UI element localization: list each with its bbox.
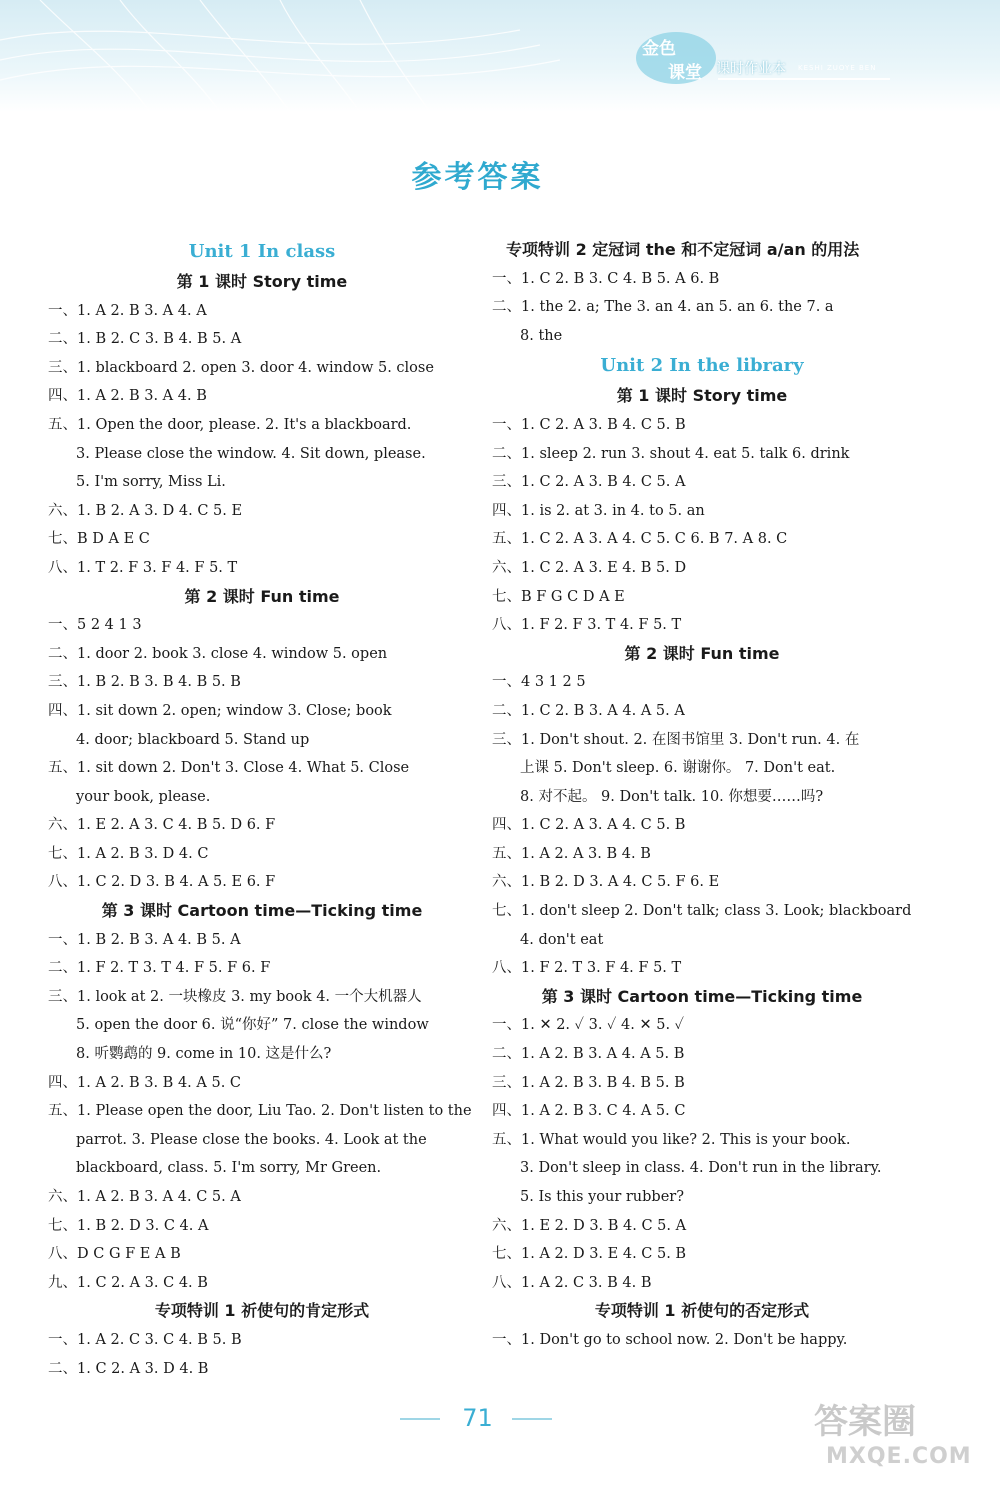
brand-book-name: 课时作业本	[716, 61, 786, 77]
answer-line: 一、1. B 2. B 3. A 4. B 5. A	[48, 931, 241, 948]
unit-heading: Unit 2 In the library	[600, 355, 804, 377]
answer-line: 六、1. B 2. A 3. D 4. C 5. E	[48, 502, 243, 519]
answer-line: 六、1. C 2. A 3. E 4. B 5. D	[492, 559, 687, 576]
answer-line-continued: 3. Please close the window. 4. Sit down, please.	[76, 445, 426, 462]
section-heading: 专项特训 1 祈使句的否定形式	[594, 1301, 810, 1321]
section-heading: 第 2 课时 Fun time	[624, 643, 780, 663]
section-heading: 第 3 课时 Cartoon time—Ticking time	[541, 986, 863, 1006]
answer-line-continued: blackboard, class. 5. I'm sorry, Mr Green.	[76, 1160, 382, 1177]
section-heading: 第 2 课时 Fun time	[184, 586, 340, 606]
answer-line: 五、1. Please open the door, Liu Tao. 2. Don't listen to the	[48, 1103, 472, 1120]
answer-line: 一、1. Don't go to school now. 2. Don't be happy.	[492, 1331, 848, 1348]
answer-line: 八、1. C 2. D 3. B 4. A 5. E 6. F	[48, 874, 276, 891]
header-banner	[0, 0, 1000, 112]
answer-line: 四、1. C 2. A 3. A 4. C 5. B	[492, 817, 686, 834]
brand-underline	[718, 78, 890, 80]
brand-logo	[628, 28, 898, 88]
answer-line: 四、1. sit down 2. open; window 3. Close; book	[48, 702, 392, 719]
answer-line: 七、1. B 2. D 3. C 4. A	[48, 1217, 209, 1234]
answer-line: 三、1. blackboard 2. open 3. door 4. window 5. close	[48, 359, 434, 376]
section-heading: 专项特训 1 祈使句的肯定形式	[154, 1301, 370, 1321]
answer-line: 一、4 3 1 2 5	[492, 674, 586, 691]
answer-line: 五、1. What would you like? 2. This is your book.	[492, 1131, 851, 1148]
answer-line: 八、1. F 2. T 3. F 4. F 5. T	[492, 960, 682, 977]
answer-line: 五、1. C 2. A 3. A 4. C 5. C 6. B 7. A 8. C	[492, 531, 788, 548]
answer-line: 二、1. A 2. B 3. A 4. A 5. B	[492, 1046, 685, 1063]
answer-line-continued: 5. open the door 6. 说“你好” 7. close the window	[76, 1017, 429, 1034]
answer-line-continued: 8. the	[520, 327, 563, 344]
answer-line-continued: 8. 对不起。 9. Don't talk. 10. 你想要……吗?	[520, 788, 824, 805]
answer-line-continued: parrot. 3. Please close the books. 4. Look at the	[76, 1131, 427, 1148]
answer-line: 六、1. B 2. D 3. A 4. C 5. F 6. E	[492, 874, 720, 891]
answer-line: 三、1. look at 2. 一块橡皮 3. my book 4. 一个大机器人	[48, 988, 422, 1005]
answer-line: 二、1. F 2. T 3. T 4. F 5. F 6. F	[48, 960, 271, 977]
answer-line: 四、1. is 2. at 3. in 4. to 5. an	[492, 502, 705, 519]
answer-line-continued: 4. don't eat	[520, 931, 604, 948]
answer-line: 二、1. sleep 2. run 3. shout 4. eat 5. talk 6. drink	[492, 445, 850, 462]
answer-line-continued: 3. Don't sleep in class. 4. Don't run in the library.	[520, 1160, 882, 1177]
answer-line: 五、1. sit down 2. Don't 3. Close 4. What 5. Close	[48, 760, 410, 777]
answer-line: 三、1. Don't shout. 2. 在图书馆里 3. Don't run. 4. 在	[492, 731, 860, 748]
answer-line: 一、5 2 4 1 3	[48, 617, 142, 634]
answer-line: 八、D C G F E A B	[48, 1246, 181, 1263]
section-heading: 专项特训 2 定冠词 the 和不定冠词 a/an 的用法	[506, 240, 860, 259]
answers-left-column	[48, 236, 476, 1383]
section-heading: 第 3 课时 Cartoon time—Ticking time	[101, 901, 423, 921]
answer-line: 五、1. Open the door, please. 2. It's a blackboard.	[48, 416, 412, 433]
answer-line: 二、1. door 2. book 3. close 4. window 5. open	[48, 645, 388, 662]
answer-line: 二、1. B 2. C 3. B 4. B 5. A	[48, 331, 242, 348]
answer-line: 三、1. A 2. B 3. B 4. B 5. B	[492, 1074, 685, 1091]
answer-line: 八、1. F 2. F 3. T 4. F 5. T	[492, 617, 682, 634]
watermark	[808, 1392, 992, 1484]
answer-line: 九、1. C 2. A 3. C 4. B	[48, 1274, 208, 1291]
answer-line-continued: 4. door; blackboard 5. Stand up	[76, 731, 310, 748]
answer-line: 二、1. C 2. B 3. A 4. A 5. A	[492, 702, 685, 719]
watermark-text: 答案圈	[814, 1402, 916, 1442]
brand-pinyin: KESHI ZUOYE BEN	[798, 64, 877, 72]
answer-line-continued: 5. Is this your rubber?	[520, 1189, 684, 1205]
answer-line-continued: 上课 5. Don't sleep. 6. 谢谢你。 7. Don't eat.	[520, 760, 836, 777]
answer-line: 七、1. don't sleep 2. Don't talk; class 3. Look; blackboard	[492, 903, 912, 920]
section-heading: 第 1 课时 Story time	[176, 272, 348, 291]
page-title: 参考答案	[411, 160, 544, 195]
answer-line: 七、B F G C D A E	[492, 588, 625, 605]
answer-line: 二、1. C 2. A 3. D 4. B	[48, 1360, 209, 1377]
answer-line-continued: 5. I'm sorry, Miss Li.	[76, 474, 226, 491]
answer-line: 一、1. A 2. C 3. C 4. B 5. B	[48, 1331, 242, 1348]
answer-line: 一、1. C 2. B 3. C 4. B 5. A 6. B	[492, 270, 720, 287]
answer-line: 四、1. A 2. B 3. C 4. A 5. C	[492, 1103, 686, 1120]
answer-line: 三、1. C 2. A 3. B 4. C 5. A	[492, 474, 686, 491]
answers-right-column	[492, 236, 912, 1355]
answer-line: 六、1. E 2. A 3. C 4. B 5. D 6. F	[48, 817, 276, 834]
page-number: 71	[462, 1404, 493, 1432]
answer-line: 四、1. A 2. B 3. A 4. B	[48, 388, 207, 405]
section-heading: 第 1 课时 Story time	[616, 386, 788, 406]
brand-line2: 课堂	[668, 63, 702, 83]
unit-heading: Unit 1 In class	[188, 241, 336, 262]
page-number-rule-right	[512, 1418, 552, 1420]
answer-line: 七、1. A 2. B 3. D 4. C	[48, 845, 209, 862]
answer-line-continued: your book, please.	[76, 788, 211, 805]
answer-line: 八、1. A 2. C 3. B 4. B	[492, 1274, 652, 1291]
brand-line1: 金色	[642, 39, 676, 59]
answer-line: 三、1. B 2. B 3. B 4. B 5. B	[48, 674, 241, 691]
answer-line: 二、1. the 2. a; The 3. an 4. an 5. an 6. the 7. a	[492, 299, 834, 316]
answer-line: 四、1. A 2. B 3. B 4. A 5. C	[48, 1074, 242, 1091]
watermark-url: MXQE.COM	[826, 1444, 972, 1469]
answer-line: 一、1. ✕ 2. ✓ 3. ✓ 4. ✕ 5. ✓	[492, 1017, 685, 1034]
answer-line: 一、1. C 2. A 3. B 4. C 5. B	[492, 416, 686, 433]
answer-line: 七、1. A 2. D 3. E 4. C 5. B	[492, 1246, 687, 1263]
answer-line: 八、1. T 2. F 3. F 4. F 5. T	[48, 559, 238, 576]
answer-line-continued: 8. 听鹦鹉的 9. come in 10. 这是什么?	[76, 1046, 332, 1063]
answer-line: 一、1. A 2. B 3. A 4. A	[48, 302, 207, 319]
answer-line: 六、1. A 2. B 3. A 4. C 5. A	[48, 1189, 241, 1205]
answer-line: 五、1. A 2. A 3. B 4. B	[492, 845, 651, 862]
answer-line: 六、1. E 2. D 3. B 4. C 5. A	[492, 1217, 687, 1234]
answer-line: 七、B D A E C	[48, 531, 150, 548]
